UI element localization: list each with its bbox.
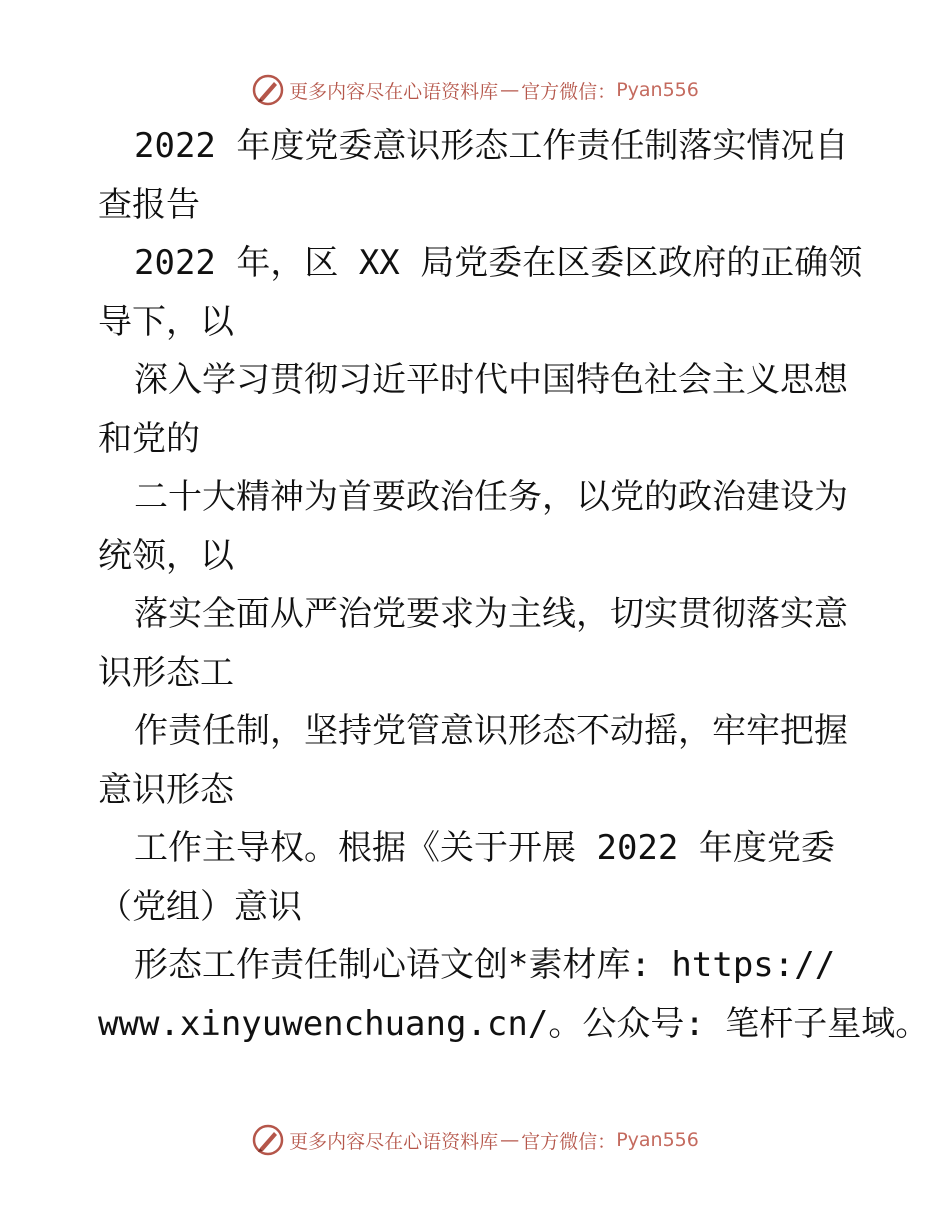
paragraph-line: 工作主导权。根据《关于开展 2022 年度党委 — [134, 828, 835, 868]
banner-wechat-label: 官方微信： — [521, 1130, 617, 1153]
banner-text: 更多内容尽在心语资料库 — [289, 80, 499, 103]
footer-banner — [0, 1120, 950, 1160]
paragraph-line: 形态工作责任制心语文创*素材库: https:// — [134, 945, 836, 985]
title-line-1: 2022 年度党委意识形态工作责任制落实情况自 — [134, 126, 849, 166]
pen-logo-icon — [251, 1123, 285, 1157]
title-line-2: 查报告 — [98, 184, 200, 225]
paragraph-line: 2022 年，区 XX 局党委在区委区政府的正确领 — [134, 243, 863, 283]
paragraph-line: 导下，以 — [98, 301, 234, 342]
banner-wechat-id: Pyan556 — [616, 79, 699, 101]
banner-wechat-id: Pyan556 — [616, 1129, 699, 1151]
banner-wechat-label: 官方微信： — [521, 80, 617, 103]
paragraph-line: 二十大精神为首要政治任务，以党的政治建设为 — [134, 477, 848, 517]
banner-separator: — — [500, 1129, 520, 1151]
banner-separator: — — [500, 79, 520, 101]
paragraph-line: 意识形态 — [98, 769, 234, 810]
pen-logo-icon — [251, 73, 285, 107]
header-banner — [0, 70, 950, 110]
paragraph-line: 和党的 — [98, 418, 200, 459]
paragraph-line: 作责任制，坚持党管意识形态不动摇，牢牢把握 — [134, 711, 848, 751]
paragraph-line: 落实全面从严治党要求为主线，切实贯彻落实意 — [134, 594, 848, 634]
paragraph-line: www.xinyuwenchuang.cn/。公众号: 笔杆子星域。 — [98, 1003, 930, 1044]
banner-text: 更多内容尽在心语资料库 — [289, 1130, 499, 1153]
paragraph-line: 统领，以 — [98, 535, 234, 576]
paragraph-line: （党组）意识 — [98, 886, 302, 927]
paragraph-line: 识形态工 — [98, 652, 234, 693]
paragraph-line: 深入学习贯彻习近平时代中国特色社会主义思想 — [134, 360, 848, 400]
document-body — [98, 117, 930, 1053]
